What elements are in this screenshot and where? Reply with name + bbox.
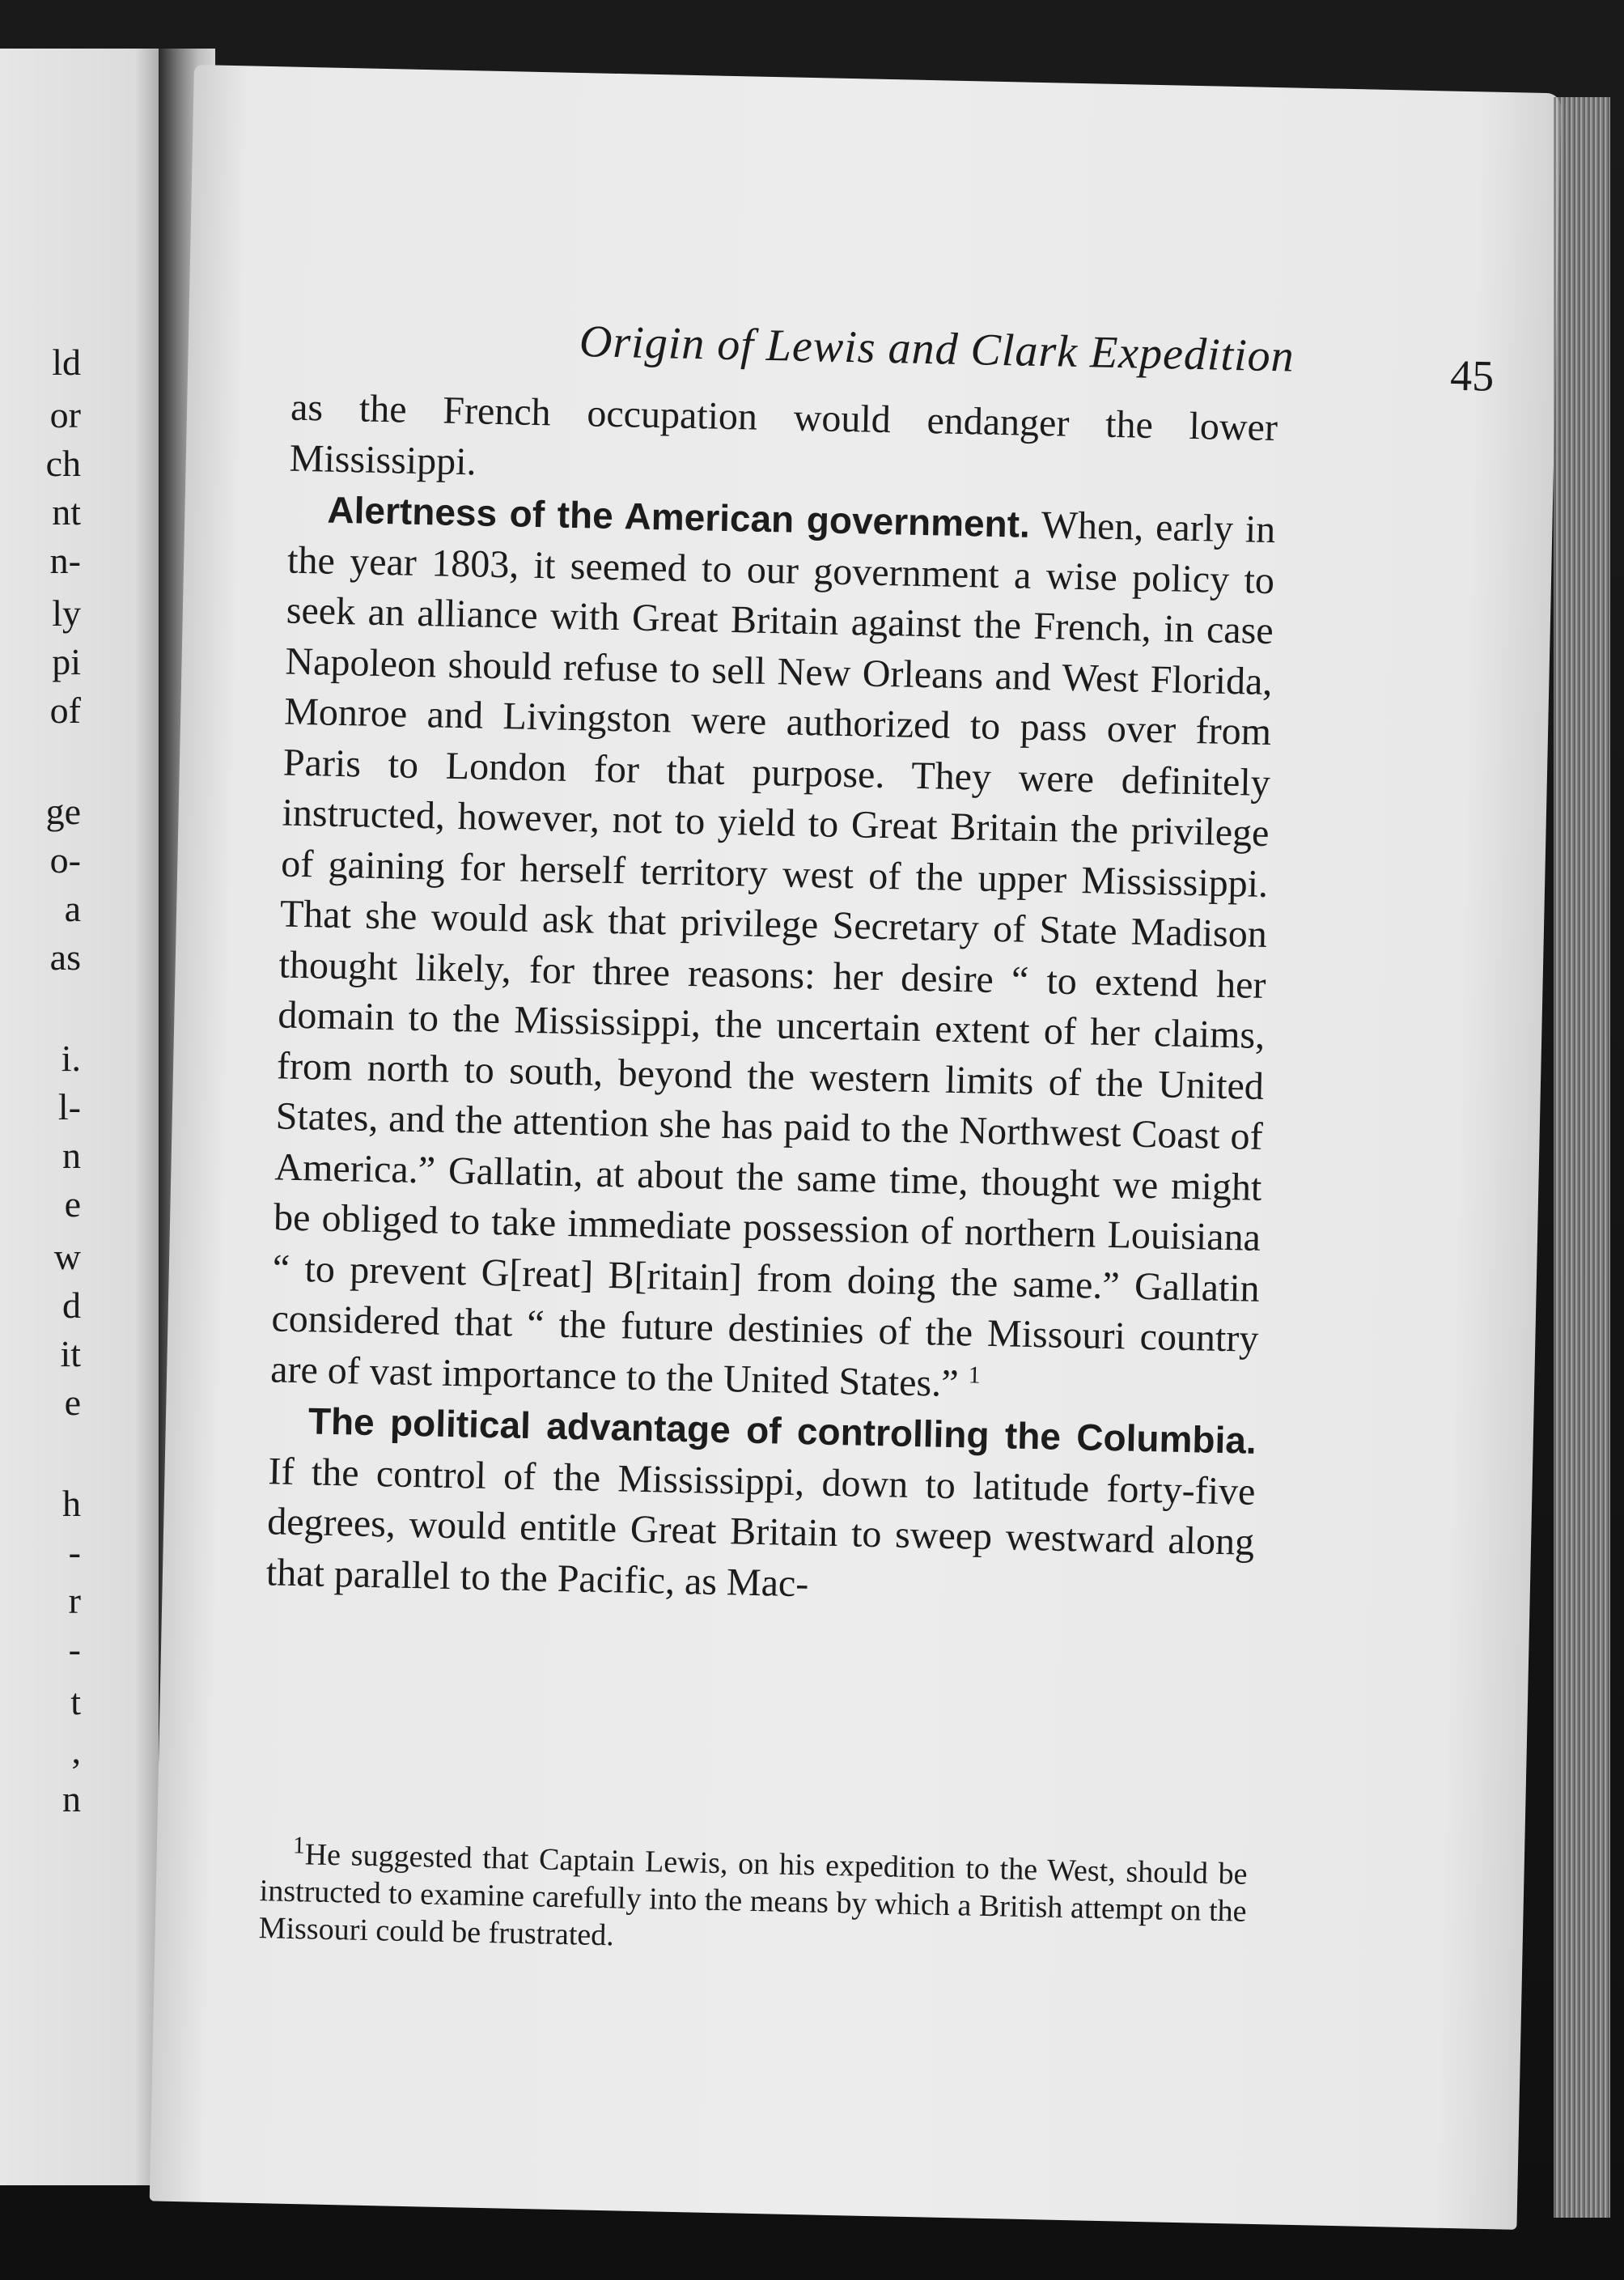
paragraph-3-text: If the control of the Mississippi, down to latitude forty-five degrees, would entitle Great Britain to sweep westward along that parallel to the Pacific, as Mac- [265,1449,1256,1605]
left-page-fragment: t [70,1681,81,1722]
running-head: Origin of Lewis and Clark Expedition [579,316,1295,382]
paragraph-3 [265,1395,1257,1618]
left-page-fragment: n- [49,540,81,581]
left-page-fragment: d [62,1284,81,1326]
left-page-fragment: ly [52,592,81,634]
left-page-fragment: - [68,1531,81,1573]
paragraph-1-text: as the French occupation would endanger the lower Mississippi. [289,385,1278,483]
left-page-fragment: as [49,936,81,978]
left-page-fragment: it [60,1333,81,1374]
paragraph-3-heading: The political advantage of controlling the Columbia. [307,1399,1257,1462]
left-page-fragment: n [62,1778,81,1819]
left-page-fragment: l- [57,1086,81,1127]
left-page-fragment: , [71,1730,81,1771]
left-page-fragment: - [68,1628,81,1670]
left-page-fragment: n [62,1135,81,1176]
left-page-fragment: ge [45,791,81,832]
left-page-fragment: nt [52,491,81,533]
main-page [150,65,1562,2230]
left-page-fragment: o- [49,839,81,881]
paragraph-2-text: When, early in the year 1803, it seemed to our government a wise policy to seek an alliance with Great Britain against the French, in case Napoleon should refuse to sell New Orleans and West Florida, Monroe and Livingston were authorized to pass over from Paris to London for that purpose. They were definitely instructed, however, not to yield to Great Britain the privilege of gaining for herself territory west of the upper Mississippi. That she would ask that privilege Secretary of State Madison thought likely, for three reasons: her desire “ to extend her domain to the Mississippi, the uncertain extent of her claims, from north to south, beyond the western limits of the United States, and the attention she has paid to the Northwest Coast of America.” Gallatin, at about the same time, thought we might be obliged to take immediate possession of northern Louisiana “ to prevent G[reat] B[ritain] from doing the same.” Gallatin considered that “ the future destinies of the Missouri country are of vast importance to the United States.” [269,503,1276,1405]
footnote-text: He suggested that Captain Lewis, on his expedition to the West, should be instructed to examine carefully into the means by which a British attempt on the Missouri could be frustrated. [258,1837,1248,1953]
left-page-fragment: ld [52,342,81,383]
left-page-fragment: of [49,690,81,731]
page-edges [1554,97,1610,2218]
footnote [258,1832,1248,1968]
left-page-fragment: r [68,1580,81,1621]
paragraph-2 [270,484,1276,1416]
footnote-reference: 1 [968,1361,982,1389]
left-page-fragment: pi [52,641,81,682]
left-page-fragment: ch [45,443,81,484]
paragraph-2-heading: Alertness of the American government. [326,488,1031,546]
footnote-marker: 1 [292,1832,306,1859]
left-page-fragment: e [64,1183,81,1225]
left-page-fragment: i. [61,1038,81,1079]
left-page-fragment: a [64,888,81,929]
left-page-fragment: w [53,1236,81,1277]
page-number: 45 [1449,350,1495,401]
body-text [265,383,1278,1619]
left-page-fragment: h [62,1483,81,1524]
left-page-fragment: or [49,394,81,435]
left-page-fragment: e [64,1382,81,1423]
